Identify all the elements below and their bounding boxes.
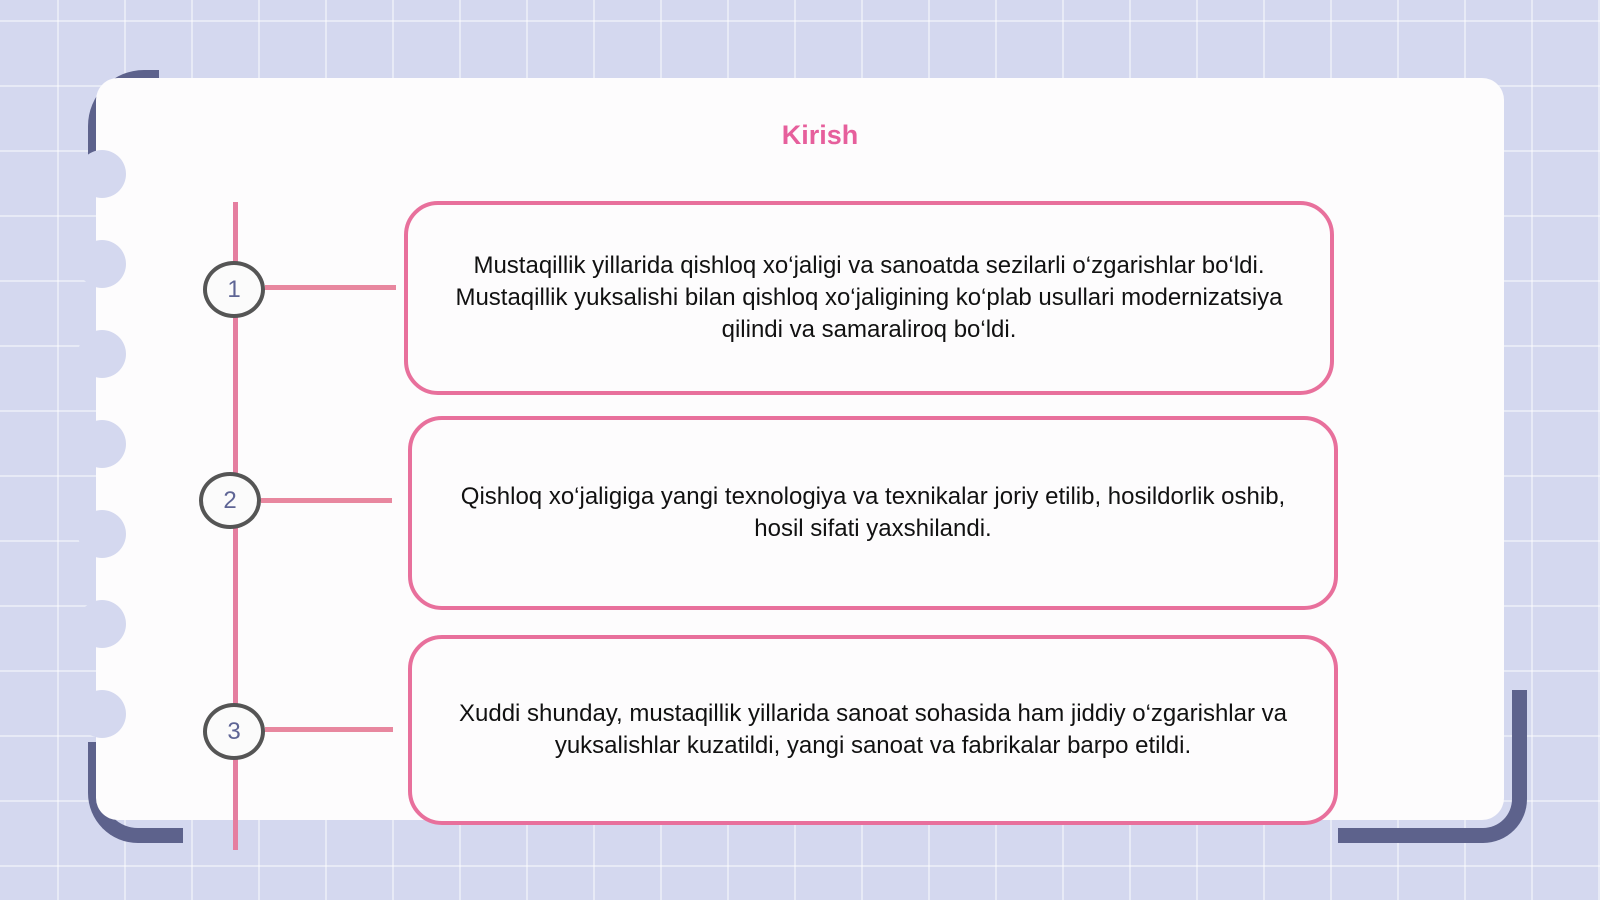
card-notch (78, 690, 126, 738)
step-text-1: Mustaqillik yillarida qishloq xo‘jaligi va sanoatda sezilarli o‘zgarishlar bo‘ldi. Mustaqillik yuksalishi bilan qishloq xo‘jaligining ko‘plab usullari modernizatsiya qilindi va samaraliroq bo‘ldi. (455, 252, 1283, 343)
step-marker-1: 1 (203, 261, 265, 318)
card-notch (78, 330, 126, 378)
step-connector-2 (261, 498, 392, 503)
step-connector-3 (265, 727, 393, 732)
step-connector-1 (265, 285, 396, 290)
step-text-box-2 (408, 416, 1338, 610)
card-notch (78, 600, 126, 648)
step-marker-2: 2 (199, 472, 261, 529)
step-text-box-3 (408, 635, 1338, 825)
step-text-2: Qishloq xo‘jaligiga yangi texnologiya va texnikalar joriy etilib, hosildorlik oshib, hosil sifati yaxshilandi. (460, 483, 1286, 542)
card-notch (78, 420, 126, 468)
card-notch (78, 150, 126, 198)
step-text-3: Xuddi shunday, mustaqillik yillarida sanoat sohasida ham jiddiy o‘zgarishlar va yuksalishlar kuzatildi, yangi sanoat va fabrikalar barpo etildi. (459, 700, 1287, 759)
step-marker-3: 3 (203, 703, 265, 760)
step-text-box-1 (404, 201, 1334, 395)
slide-title: Kirish (781, 120, 859, 150)
card-notch (78, 240, 126, 288)
card-notch (78, 510, 126, 558)
